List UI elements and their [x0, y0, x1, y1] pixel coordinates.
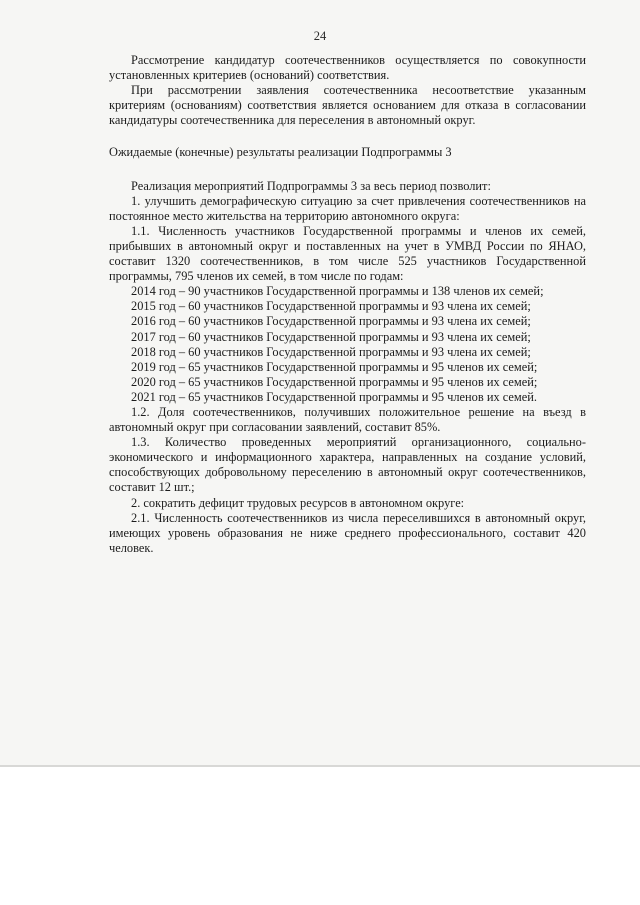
paragraph-year-2016: 2016 год – 60 участников Государственной программы и 93 члена их семей; [131, 314, 531, 329]
paragraph-year-2020: 2020 год – 65 участников Государственной программы и 95 членов их семей; [131, 374, 538, 389]
paragraph-year-2021: 2021 год – 65 участников Государственной программы и 95 членов их семей. [131, 389, 537, 404]
paragraph-year-2018: 2018 год – 60 участников Государственной программы и 93 члена их семей; [131, 344, 531, 359]
document-body [109, 53, 586, 556]
paragraph-intro: Реализация мероприятий Подпрограммы 3 за весь период позволит: [131, 178, 491, 193]
page-number: 24 [313, 29, 327, 43]
paragraph-item-1-1: 1.1. Численность участников Государственной программы и членов их семей, прибывших в автономный округ и поставленных на учет в УМВД России по ЯНАО, составит 1320 соотечественников, в том числе 525 участников Государственной программы, 795 членов их семей, в том числе по годам: [109, 223, 586, 284]
paragraph-year-2019: 2019 год – 65 участников Государственной программы и 95 членов их семей; [131, 359, 538, 374]
paragraph-year-2014: 2014 год – 90 участников Государственной программы и 138 членов их семей; [131, 284, 544, 299]
section-heading: Ожидаемые (конечные) результаты реализации Подпрограммы 3 [109, 145, 452, 160]
paragraph-year-2017: 2017 год – 60 участников Государственной программы и 93 члена их семей; [131, 329, 531, 344]
paragraph-criteria: Рассмотрение кандидатур соотечественников осуществляется по совокупности установленных критериев (оснований) соответствия. [109, 53, 586, 83]
paragraph-item-1-2: 1.2. Доля соотечественников, получивших положительное решение на въезд в автономный округ при согласовании заявлений, составит 85%. [109, 404, 586, 435]
paragraph-refusal: При рассмотрении заявления соотечественника несоответствие указанным критериям (основаниям) соответствия является основанием для отказа в согласовании кандидатуры соотечественника для переселения в автономный округ. [109, 83, 586, 128]
paragraph-item-1-3: 1.3. Количество проведенных мероприятий организационного, социально-экономического и информационного характера, направленных на создание условий, способствующих добровольному переселению в автономный округ соотечественников, составит 12 шт.; [109, 435, 586, 495]
paragraph-year-2015: 2015 год – 60 участников Государственной программы и 93 члена их семей; [131, 299, 531, 314]
paragraph-item-1: 1. улучшить демографическую ситуацию за счет привлечения соотечественников на постоянное место жительства на территорию автономного округа: [109, 193, 586, 223]
paragraph-item-2-1: 2.1. Численность соотечественников из числа переселившихся в автономный округ, имеющих уровень образования не ниже среднего профессионального, составит 420 человек. [109, 510, 586, 555]
paragraph-item-2: 2. сократить дефицит трудовых ресурсов в автономном округе: [131, 495, 465, 510]
